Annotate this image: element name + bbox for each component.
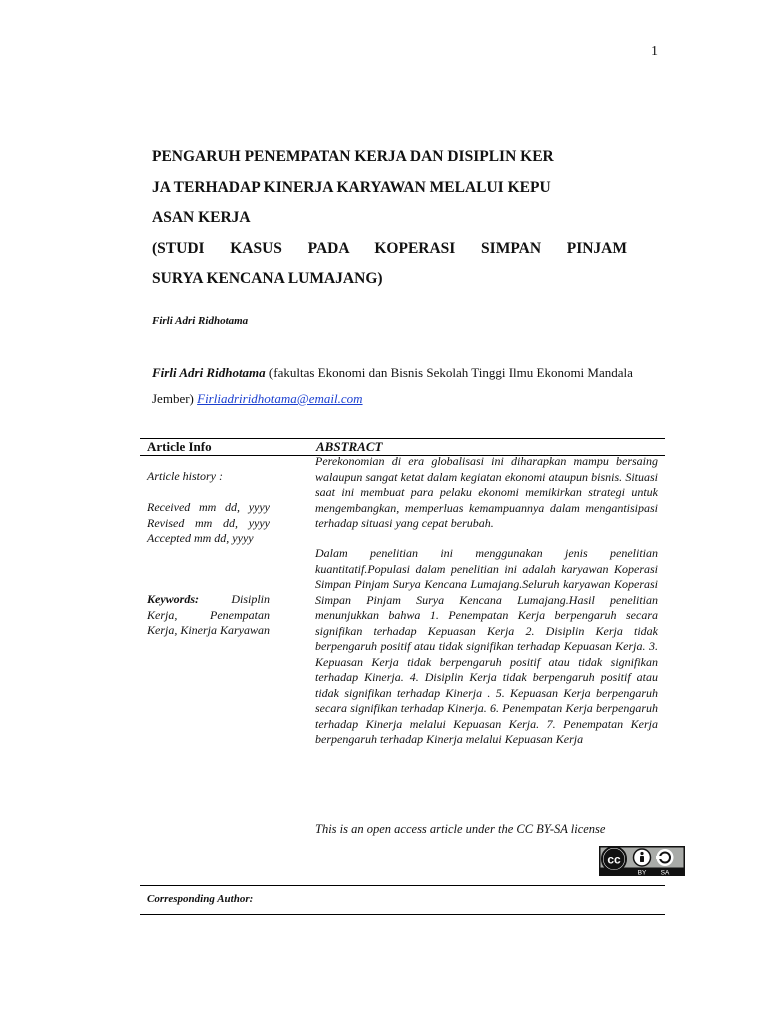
title-line-3: ASAN KERJA [152, 209, 251, 227]
title-line-5: SURYA KENCANA LUMAJANG) [152, 270, 383, 288]
by-icon-body [640, 856, 644, 862]
author-email-link[interactable]: Firliadriridhotama@email.com [197, 391, 363, 406]
title-line-4: (STUDI KASUS PADA KOPERASI SIMPAN PINJAM [152, 239, 627, 257]
keywords-label: Keywords: [147, 592, 199, 606]
affiliation-text: (fakultas Ekonomi dan Bisnis Sekolah Tinggi Ilmu Ekonomi Mandala Jember) [152, 365, 633, 406]
corresponding-author-label: Corresponding Author: [147, 893, 254, 905]
cc-by-sa-badge-icon[interactable] [599, 846, 685, 876]
article-history-label: Article history : [147, 469, 223, 483]
abstract-paragraph-1: Perekonomian di era globalisasi ini diharapkan mampu bersaing walaupun sangat ketat dalam kegiatan ekonomi ataupun bisnis. Situasi saat ini membuat para pelaku ekonomi memikirkan strategi untuk mengembangkan, memperluas kemampuannya dalam mengantisipasi terhadap situasi yang cepat berubah. [315, 454, 658, 530]
table-bottom-rule [140, 914, 665, 915]
keywords-list: Disiplin Kerja, Penempatan Kerja, Kinerja Karyawan [147, 592, 271, 637]
affiliation-author: Firli Adri Ridhotama [152, 365, 266, 380]
abstract-header: ABSTRACT [316, 439, 383, 454]
abstract-paragraph-2: Dalam penelitian ini menggunakan jenis penelitian kuantitatif.Populasi dalam penelitian ini adalah karyawan Koperasi Simpan Pinjam Surya Kencana Lumajang.Seluruh karyawan Koperasi Simpan Pinjam Surya Kencana Lumajang.Hasil penelitian menunjukkan bahwa 1. Penempatan Kerja berpengaruh secara signifikan terhadap Kepuasan Kerja 2. Disiplin Kerja tidak berpengaruh positif atau tidak signifikan terhadap Kepuasan Kerja. 3. Kepuasan Kerja tidak berpengaruh positif atau tidak signifikan terhadap Kinerja. 4. Disiplin Kerja tidak berpengaruh positif atau tidak signifikan terhadap Kinerja . 5. Kepuasan Kerja berpengaruh secara signifikan terhadap Kinerja. 6. Penempatan Kerja berpengaruh terhadap Kinerja melalui Kepuasan Kerja. 7. Penempatan Kerja berpengaruh terhadap Kinerja melalui Kepuasan Kerja [315, 546, 658, 746]
badge-by-label: BY [637, 869, 647, 876]
paper-title [152, 142, 627, 295]
title-line-1: PENGARUH PENEMPATAN KERJA DAN DISIPLIN KER [152, 148, 554, 165]
by-icon-head [640, 852, 643, 855]
sa-icon-gap [656, 856, 662, 859]
corresponding-top-rule [140, 885, 665, 886]
title-line-2: JA TERHADAP KINERJA KARYAWAN MELALUI KEPU [152, 178, 551, 196]
badge-sa-label: SA [660, 869, 670, 876]
table-top-rule [140, 438, 665, 439]
author-affiliation [152, 360, 637, 412]
article-dates: Received mm dd, yyyy Revised mm dd, yyyy Accepted mm dd, yyyy [147, 500, 270, 545]
page-number: 1 [651, 44, 658, 59]
cc-letters: cc [607, 852, 621, 867]
author-name: Firli Adri Ridhotama [152, 315, 249, 327]
keywords [147, 592, 270, 639]
license-statement: This is an open access article under the CC BY-SA license [315, 822, 606, 836]
article-info-header: Article Info [147, 439, 212, 454]
